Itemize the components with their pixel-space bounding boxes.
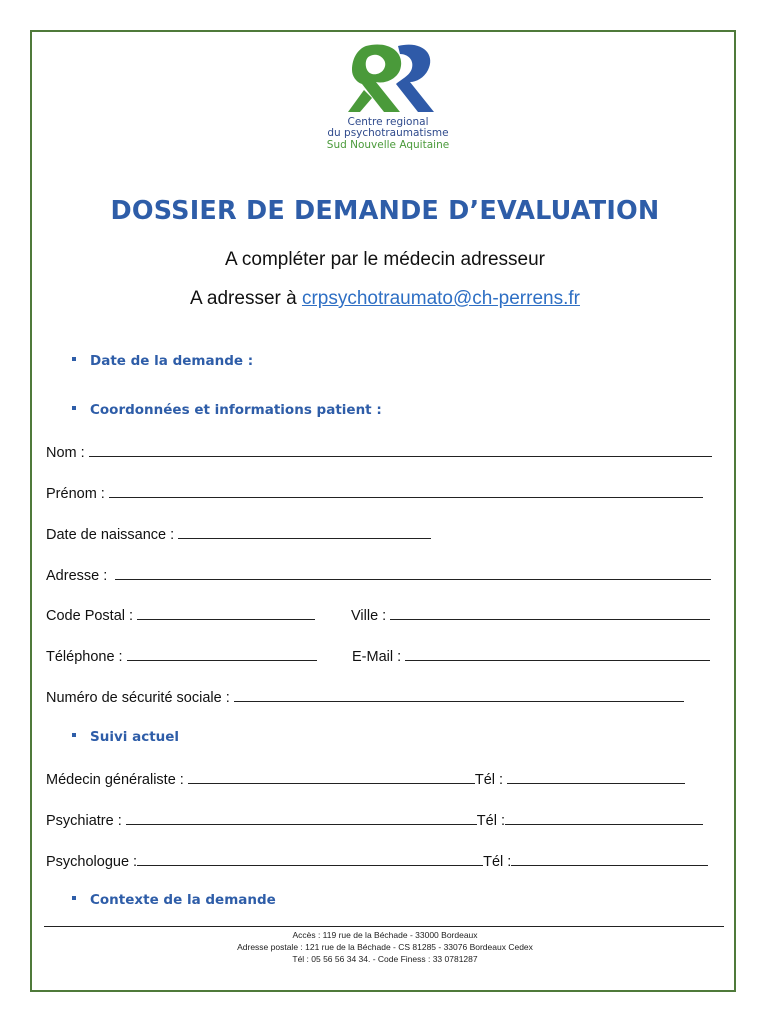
subtitle-address	[0, 288, 770, 310]
field-secu[interactable]	[46, 687, 684, 706]
page-border	[30, 30, 736, 992]
logo-line-3: Sud Nouvelle Aquitaine	[326, 139, 450, 151]
field-medecin-tel-blank[interactable]	[507, 769, 685, 784]
field-secu-blank[interactable]	[234, 687, 684, 702]
field-naissance[interactable]	[46, 524, 431, 543]
footer-acces: Accès : 119 rue de la Béchade - 33000 Bordeaux	[292, 930, 478, 940]
field-telephone-blank[interactable]	[127, 646, 317, 661]
field-nom[interactable]	[46, 442, 712, 461]
field-medecin[interactable]	[46, 769, 685, 788]
field-naissance-blank[interactable]	[178, 524, 431, 539]
footer-divider	[44, 926, 724, 927]
logo-line-2: du psychotraumatisme	[327, 127, 449, 139]
field-psychiatre-label: Psychiatre :	[46, 813, 122, 829]
field-code-postal-blank[interactable]	[137, 605, 315, 620]
field-psychologue-tel-blank[interactable]	[511, 851, 708, 866]
section-contexte-label: Contexte de la demande	[90, 892, 276, 908]
field-ville-blank[interactable]	[390, 605, 710, 620]
field-ville-label: Ville :	[351, 608, 387, 624]
field-medecin-label: Médecin généraliste :	[46, 772, 184, 788]
field-psychologue-blank[interactable]	[137, 851, 483, 866]
email-link[interactable]: crpsychotraumato@ch-perrens.fr	[301, 288, 580, 309]
field-nom-label: Nom :	[46, 445, 85, 461]
field-psychologue[interactable]	[46, 851, 708, 870]
section-date	[72, 353, 253, 369]
bullet-icon	[72, 357, 76, 361]
field-nom-blank[interactable]	[89, 442, 712, 457]
field-psychiatre[interactable]	[46, 810, 703, 829]
field-code-postal-label: Code Postal :	[46, 608, 134, 624]
field-email[interactable]	[352, 646, 710, 665]
subtitle-instructions: A compléter par le médecin adresseur	[225, 249, 545, 270]
field-psychiatre-tel-blank[interactable]	[505, 810, 703, 825]
field-psychologue-tel-label: Tél :	[483, 854, 512, 870]
field-adresse[interactable]	[46, 565, 711, 584]
field-adresse-blank[interactable]	[115, 565, 711, 580]
field-code-postal[interactable]	[46, 605, 315, 624]
section-contexte	[72, 892, 276, 908]
footer-adresse-postale: Adresse postale : 121 rue de la Béchade - CS 81285 - 33076 Bordeaux Cedex	[237, 942, 533, 952]
field-psychiatre-blank[interactable]	[126, 810, 477, 825]
field-email-blank[interactable]	[405, 646, 710, 661]
section-coordonnees-label: Coordonnées et informations patient :	[90, 402, 382, 418]
field-prenom[interactable]	[46, 483, 703, 502]
bullet-icon	[72, 896, 76, 900]
field-psychologue-label: Psychologue :	[46, 854, 138, 870]
section-coordonnees	[72, 402, 382, 418]
bullet-icon	[72, 406, 76, 410]
section-date-label: Date de la demande :	[90, 353, 254, 369]
field-secu-label: Numéro de sécurité sociale :	[46, 690, 230, 706]
field-telephone-label: Téléphone :	[46, 649, 123, 665]
field-medecin-tel-label: Tél :	[474, 772, 504, 788]
bullet-icon	[72, 733, 76, 737]
field-adresse-label: Adresse :	[46, 568, 108, 584]
logo-line-1: Centre regional	[347, 116, 429, 128]
field-telephone[interactable]	[46, 646, 317, 665]
logo	[318, 40, 458, 160]
logo-rr-icon	[318, 40, 458, 115]
page-title: DOSSIER DE DEMANDE D’EVALUATION	[110, 196, 660, 226]
footer-telephone: Tél : 05 56 56 34 34. - Code Finess : 33 0781287	[292, 954, 478, 964]
field-medecin-blank[interactable]	[188, 769, 475, 784]
field-email-label: E-Mail :	[352, 649, 402, 665]
field-prenom-label: Prénom :	[46, 486, 105, 502]
field-prenom-blank[interactable]	[109, 483, 703, 498]
field-ville[interactable]	[351, 605, 710, 624]
section-suivi	[72, 729, 179, 745]
field-psychiatre-tel-label: Tél :	[476, 813, 505, 829]
section-suivi-label: Suivi actuel	[90, 729, 180, 745]
field-naissance-label: Date de naissance :	[46, 527, 175, 543]
address-prefix: A adresser à	[190, 288, 302, 309]
